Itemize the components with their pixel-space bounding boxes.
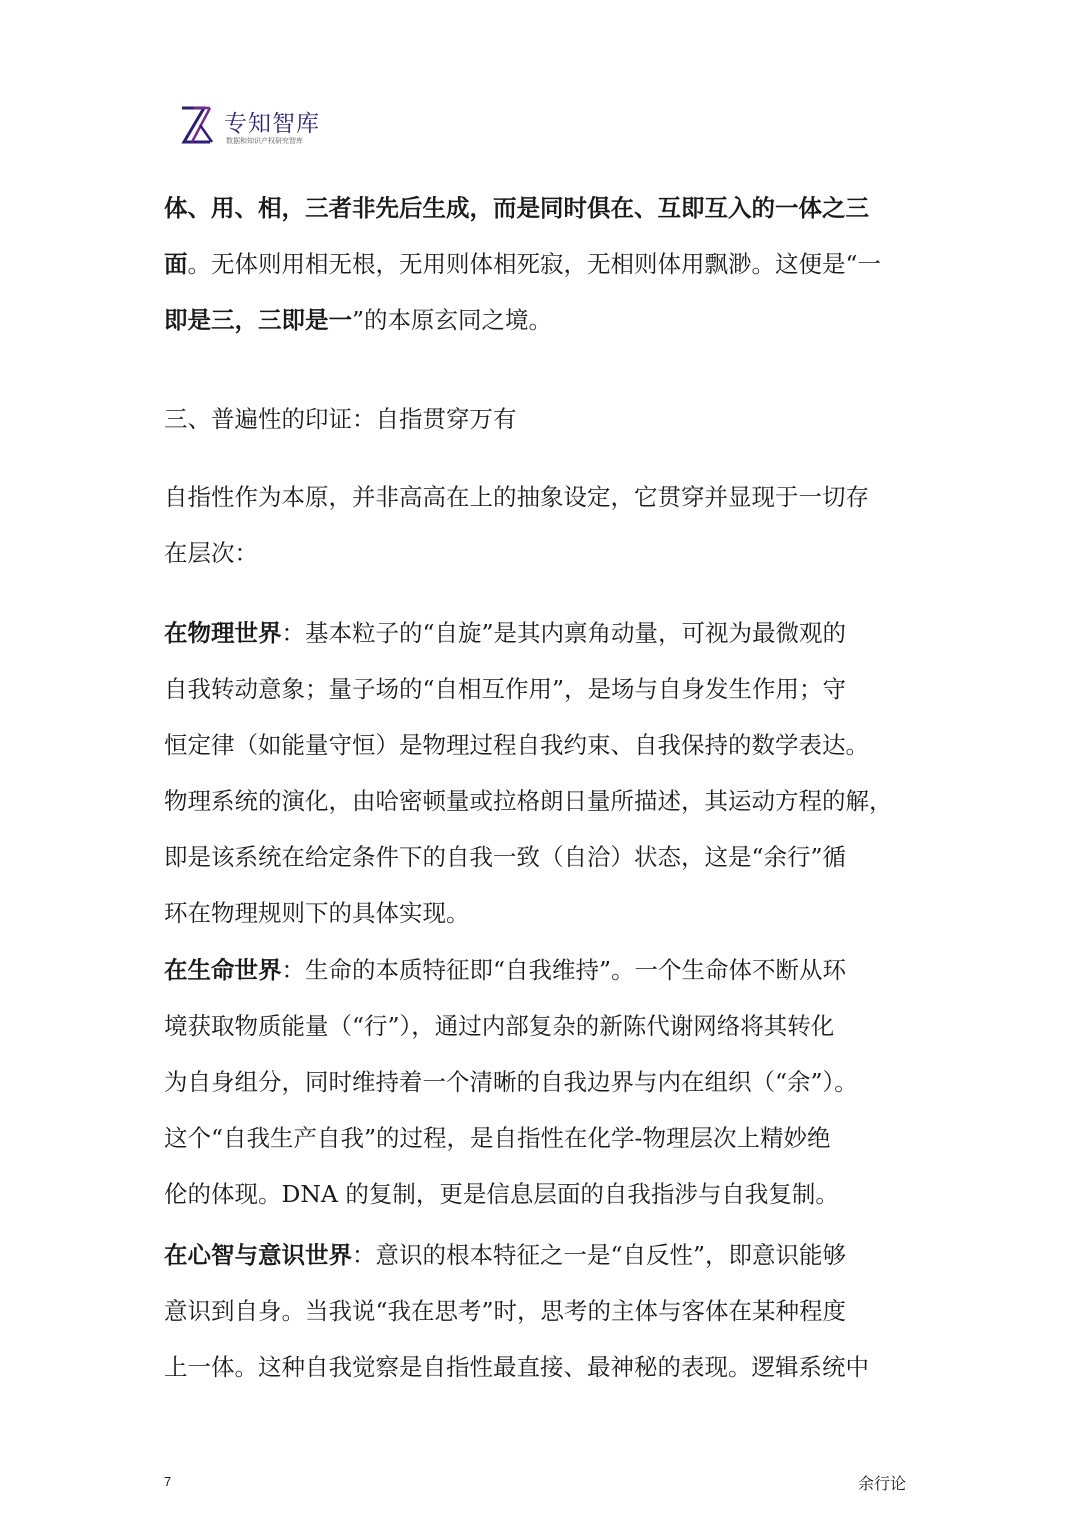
paragraph-line: 上一体。这种自我觉察是自指性最直接、最神秘的表现。逻辑系统中: [164, 1353, 869, 1381]
paragraph-line: 环在物理规则下的具体实现。: [164, 899, 470, 927]
logo-title: 专知智库: [224, 111, 320, 137]
paragraph-line: [164, 250, 882, 278]
bold-label: 在物理世界: [164, 619, 282, 647]
bold-label: 在生命世界: [164, 956, 282, 984]
paragraph-line: [164, 1241, 847, 1269]
logo-subtitle: 数据和知识产权研究智库: [226, 137, 303, 145]
paragraph-line: 伦的体现。DNA 的复制，更是信息层面的自我指涉与自我复制。: [164, 1180, 839, 1208]
paragraph-line: 这个“自我生产自我”的过程，是自指性在化学-物理层次上精妙绝: [164, 1124, 831, 1152]
page-number: 7: [164, 1474, 172, 1489]
logo: [180, 103, 400, 151]
text-span: ：意识的根本特征之一是“自反性”，即意识能够: [352, 1241, 847, 1269]
paragraph-line: [164, 956, 847, 984]
paragraph-line: 即是该系统在给定条件下的自我一致（自洽）状态，这是“余行”循: [164, 843, 847, 871]
bold-text: 即是三，三即是一: [164, 306, 352, 334]
text-span: 。无体则用相无根，无用则体相死寂，无相则体用飘渺。这便是“一: [187, 250, 882, 278]
footer-title: 余行论: [858, 1474, 907, 1493]
paragraph-line: 意识到自身。当我说“我在思考”时，思考的主体与客体在某种程度: [164, 1297, 847, 1325]
bold-text: 面: [164, 250, 188, 278]
text-span: ：生命的本质特征即“自我维持”。一个生命体不断从环: [281, 956, 847, 984]
paragraph-line: [164, 619, 847, 647]
paragraph-line: 体、用、相，三者非先后生成，而是同时俱在、互即互入的一体之三: [164, 194, 869, 222]
paragraph-line: 在层次：: [164, 539, 258, 567]
heading-text: 三、普遍性的印证：自指贯穿万有: [164, 405, 517, 433]
paragraph-line: 自指性作为本原，并非高高在上的抽象设定，它贯穿并显现于一切存: [164, 483, 869, 511]
text-span: ：基本粒子的“自旋”是其内禀角动量，可视为最微观的: [281, 619, 847, 647]
logo-mark-icon: [180, 105, 214, 145]
paragraph-line: 为自身组分，同时维持着一个清晰的自我边界与内在组织（“余”）。: [164, 1068, 858, 1096]
paragraph-line: 恒定律（如能量守恒）是物理过程自我约束、自我保持的数学表达。: [164, 731, 869, 759]
paragraph-line: 境获取物质能量（“行”），通过内部复杂的新陈代谢网络将其转化: [164, 1012, 835, 1040]
paragraph-line: 自我转动意象；量子场的“自相互作用”，是场与自身发生作用；守: [164, 675, 847, 703]
paragraph-line: 物理系统的演化，由哈密顿量或拉格朗日量所描述，其运动方程的解，: [164, 787, 893, 815]
paragraph-line: [164, 306, 553, 334]
bold-label: 在心智与意识世界: [164, 1241, 352, 1269]
text-span: ”的本原玄同之境。: [352, 306, 553, 334]
